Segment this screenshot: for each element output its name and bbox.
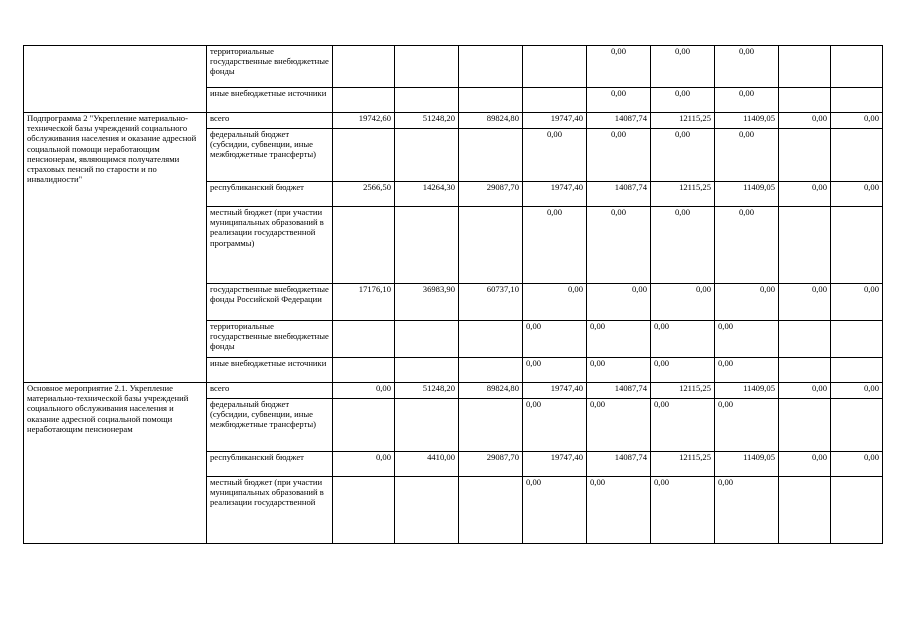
value-cell: 0,00 [715, 284, 779, 321]
value-cell [333, 88, 395, 113]
value-cell: 14087,74 [587, 383, 651, 399]
value-cell: 0,00 [715, 46, 779, 88]
value-cell: 0,00 [651, 321, 715, 358]
value-cell: 17176,10 [333, 284, 395, 321]
value-cell [395, 88, 459, 113]
budget-table [23, 45, 883, 544]
funding-source-cell: территориальные государственные внебюджетные фонды [207, 321, 333, 358]
value-cell: 89824,80 [459, 113, 523, 129]
value-cell: 12115,25 [651, 383, 715, 399]
table-row [24, 113, 883, 129]
value-cell [831, 399, 883, 452]
value-cell: 0,00 [715, 399, 779, 452]
value-cell: 0,00 [831, 182, 883, 207]
value-cell [779, 399, 831, 452]
value-cell: 0,00 [587, 321, 651, 358]
value-cell: 2566,50 [333, 182, 395, 207]
value-cell: 0,00 [779, 452, 831, 477]
value-cell: 14087,74 [587, 113, 651, 129]
value-cell: 0,00 [523, 399, 587, 452]
value-cell: 12115,25 [651, 452, 715, 477]
value-cell [395, 399, 459, 452]
value-cell: 0,00 [831, 284, 883, 321]
value-cell [459, 129, 523, 182]
funding-source-cell: местный бюджет (при участии муниципальных образований в реализации государственной [207, 477, 333, 544]
value-cell: 11409,05 [715, 113, 779, 129]
value-cell: 0,00 [587, 88, 651, 113]
value-cell: 0,00 [831, 383, 883, 399]
value-cell: 0,00 [523, 358, 587, 383]
value-cell: 0,00 [333, 452, 395, 477]
value-cell [779, 207, 831, 284]
funding-source-cell: местный бюджет (при участии муниципальных образований в реализации государственной программы) [207, 207, 333, 284]
value-cell [831, 46, 883, 88]
value-cell: 0,00 [333, 383, 395, 399]
value-cell [831, 129, 883, 182]
value-cell: 0,00 [715, 129, 779, 182]
value-cell: 19747,40 [523, 383, 587, 399]
funding-source-cell: территориальные государственные внебюджетные фонды [207, 46, 333, 88]
value-cell: 19742,60 [333, 113, 395, 129]
table-row [24, 46, 883, 88]
value-cell: 0,00 [523, 321, 587, 358]
value-cell: 0,00 [523, 207, 587, 284]
value-cell: 36983,90 [395, 284, 459, 321]
funding-source-cell: всего [207, 383, 333, 399]
value-cell: 12115,25 [651, 113, 715, 129]
value-cell [395, 207, 459, 284]
value-cell: 11409,05 [715, 182, 779, 207]
funding-source-cell: иные внебюджетные источники [207, 88, 333, 113]
value-cell [333, 399, 395, 452]
value-cell: 0,00 [523, 477, 587, 544]
program-name-cell: Подпрограмма 2 "Укрепление материально-технической базы учреждений социального обслуживания населения и оказание адресной социальной помощи неработающим пенсионерам, являющимся получателями страховых пенсий по старости и по инвалидности" [24, 113, 207, 383]
funding-source-cell: иные внебюджетные источники [207, 358, 333, 383]
value-cell: 0,00 [651, 284, 715, 321]
funding-source-cell: всего [207, 113, 333, 129]
program-name-cell [24, 46, 207, 113]
value-cell: 0,00 [523, 284, 587, 321]
value-cell: 29087,70 [459, 182, 523, 207]
value-cell [333, 321, 395, 358]
value-cell: 0,00 [715, 358, 779, 383]
value-cell: 14087,74 [587, 452, 651, 477]
value-cell: 0,00 [587, 207, 651, 284]
value-cell: 0,00 [587, 46, 651, 88]
value-cell: 0,00 [831, 113, 883, 129]
value-cell: 0,00 [651, 46, 715, 88]
value-cell: 0,00 [651, 358, 715, 383]
value-cell [333, 207, 395, 284]
funding-source-cell: республиканский бюджет [207, 452, 333, 477]
value-cell: 11409,05 [715, 383, 779, 399]
value-cell [831, 207, 883, 284]
value-cell: 19747,40 [523, 113, 587, 129]
value-cell: 19747,40 [523, 182, 587, 207]
value-cell [459, 399, 523, 452]
value-cell [831, 358, 883, 383]
value-cell: 0,00 [587, 477, 651, 544]
value-cell [395, 358, 459, 383]
value-cell [459, 358, 523, 383]
value-cell [395, 46, 459, 88]
value-cell [779, 321, 831, 358]
value-cell [333, 477, 395, 544]
program-name-cell: Основное мероприятие 2.1. Укрепление материально-технической базы учреждений социального обслуживания населения и оказание адресной социальной помощи неработающим пенсионерам [24, 383, 207, 544]
value-cell: 60737,10 [459, 284, 523, 321]
value-cell: 0,00 [587, 284, 651, 321]
value-cell [459, 46, 523, 88]
value-cell: 0,00 [651, 477, 715, 544]
value-cell: 0,00 [715, 321, 779, 358]
value-cell: 89824,80 [459, 383, 523, 399]
value-cell [779, 477, 831, 544]
value-cell [459, 477, 523, 544]
value-cell [831, 321, 883, 358]
value-cell: 14087,74 [587, 182, 651, 207]
value-cell: 0,00 [651, 207, 715, 284]
value-cell: 0,00 [715, 207, 779, 284]
value-cell: 0,00 [715, 477, 779, 544]
value-cell: 0,00 [651, 399, 715, 452]
value-cell [395, 477, 459, 544]
value-cell [333, 129, 395, 182]
value-cell: 0,00 [831, 452, 883, 477]
value-cell: 0,00 [523, 129, 587, 182]
value-cell: 0,00 [587, 129, 651, 182]
value-cell [779, 129, 831, 182]
funding-source-cell: федеральный бюджет (субсидии, субвенции, иные межбюджетные трансферты) [207, 129, 333, 182]
value-cell [459, 321, 523, 358]
value-cell [523, 88, 587, 113]
value-cell: 4410,00 [395, 452, 459, 477]
value-cell: 0,00 [651, 88, 715, 113]
value-cell: 12115,25 [651, 182, 715, 207]
value-cell: 14264,30 [395, 182, 459, 207]
funding-source-cell: республиканский бюджет [207, 182, 333, 207]
value-cell: 51248,20 [395, 383, 459, 399]
value-cell [831, 88, 883, 113]
table-row [24, 383, 883, 399]
value-cell: 0,00 [779, 182, 831, 207]
value-cell: 0,00 [587, 399, 651, 452]
value-cell [779, 46, 831, 88]
budget-table-body [24, 46, 883, 544]
value-cell [395, 321, 459, 358]
value-cell: 0,00 [779, 383, 831, 399]
value-cell [459, 88, 523, 113]
value-cell: 0,00 [651, 129, 715, 182]
value-cell: 0,00 [587, 358, 651, 383]
value-cell: 0,00 [715, 88, 779, 113]
value-cell: 19747,40 [523, 452, 587, 477]
value-cell [779, 88, 831, 113]
value-cell: 0,00 [779, 284, 831, 321]
funding-source-cell: государственные внебюджетные фонды Российской Федерации [207, 284, 333, 321]
value-cell [831, 477, 883, 544]
value-cell: 11409,05 [715, 452, 779, 477]
value-cell: 29087,70 [459, 452, 523, 477]
value-cell [779, 358, 831, 383]
funding-source-cell: федеральный бюджет (субсидии, субвенции, иные межбюджетные трансферты) [207, 399, 333, 452]
value-cell: 0,00 [779, 113, 831, 129]
value-cell [333, 46, 395, 88]
value-cell [523, 46, 587, 88]
value-cell [459, 207, 523, 284]
value-cell [395, 129, 459, 182]
value-cell [333, 358, 395, 383]
value-cell: 51248,20 [395, 113, 459, 129]
